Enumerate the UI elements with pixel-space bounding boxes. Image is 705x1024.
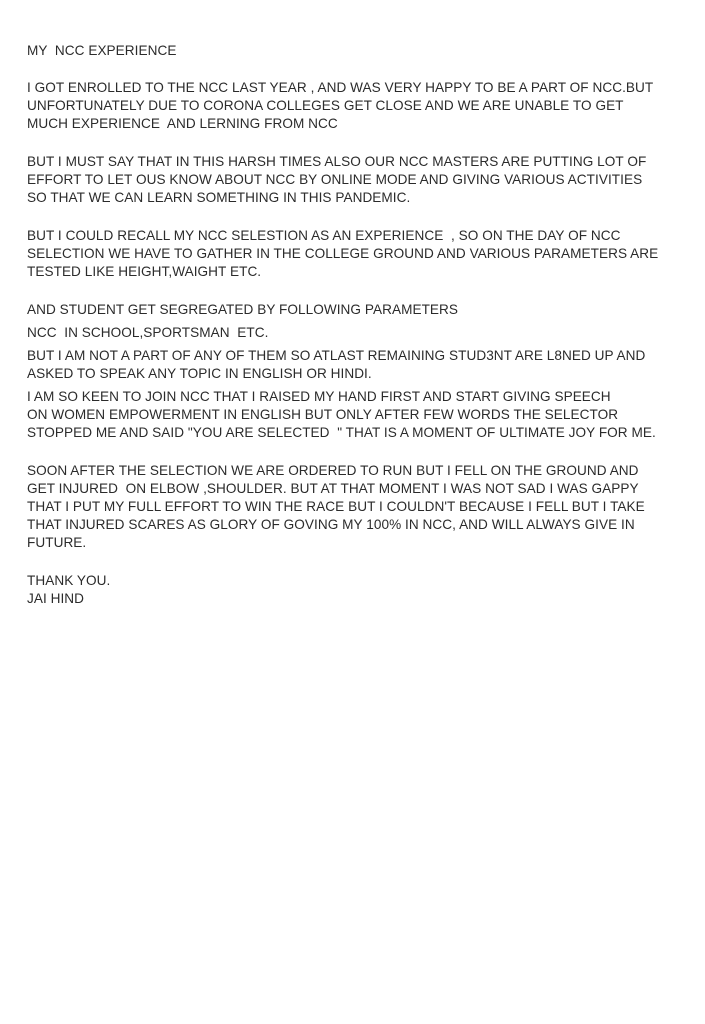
text-line: NCC IN SCHOOL,SPORTSMAN ETC. — [27, 325, 269, 340]
paragraph-parameters — [27, 324, 699, 342]
paragraph-enrollment — [27, 79, 699, 133]
paragraph-remaining-students — [27, 347, 699, 383]
text-line: STOPPED ME AND SAID "YOU ARE SELECTED " THAT IS A MOMENT OF ULTIMATE JOY FOR ME. — [27, 425, 656, 440]
paragraph-online-mode — [27, 153, 699, 207]
paragraph-spacer — [27, 133, 699, 153]
paragraph-spacer — [27, 552, 699, 572]
text-line: ON WOMEN EMPOWERMENT IN ENGLISH BUT ONLY AFTER FEW WORDS THE SELECTOR — [27, 407, 619, 422]
paragraph-speech — [27, 388, 699, 442]
text-line: I AM SO KEEN TO JOIN NCC THAT I RAISED MY HAND FIRST AND START GIVING SPEECH — [27, 389, 611, 404]
text-line: SO THAT WE CAN LEARN SOMETHING IN THIS PANDEMIC. — [27, 190, 411, 205]
closing-jai-hind: JAI HIND — [27, 591, 85, 606]
paragraph-selection-day — [27, 227, 699, 281]
closing-thanks: THANK YOU. — [27, 573, 111, 588]
text-line: MUCH EXPERIENCE AND LERNING FROM NCC — [27, 116, 338, 131]
text-line: THAT I PUT MY FULL EFFORT TO WIN THE RACE BUT I COULDN'T BECAUSE I FELL BUT I TAKE — [27, 499, 645, 514]
document-title: MY NCC EXPERIENCE — [27, 43, 177, 58]
paragraph-spacer — [27, 60, 699, 79]
paragraph-race — [27, 462, 699, 552]
text-line: UNFORTUNATELY DUE TO CORONA COLLEGES GET CLOSE AND WE ARE UNABLE TO GET — [27, 98, 624, 113]
text-line: BUT I AM NOT A PART OF ANY OF THEM SO ATLAST REMAINING STUD3NT ARE L8NED UP AND — [27, 348, 646, 363]
text-line: SELECTION WE HAVE TO GATHER IN THE COLLEGE GROUND AND VARIOUS PARAMETERS ARE — [27, 246, 659, 261]
text-line: FUTURE. — [27, 535, 87, 550]
paragraph-segregation — [27, 301, 699, 319]
text-line: EFFORT TO LET OUS KNOW ABOUT NCC BY ONLINE MODE AND GIVING VARIOUS ACTIVITIES — [27, 172, 643, 187]
text-line: ASKED TO SPEAK ANY TOPIC IN ENGLISH OR HINDI. — [27, 366, 372, 381]
paragraph-spacer — [27, 442, 699, 462]
text-line: AND STUDENT GET SEGREGATED BY FOLLOWING PARAMETERS — [27, 302, 459, 317]
paragraph-spacer — [27, 281, 699, 301]
text-line: TESTED LIKE HEIGHT,WAIGHT ETC. — [27, 264, 262, 279]
document-body — [27, 42, 699, 608]
text-line: THAT INJURED SCARES AS GLORY OF GOVING MY 100% IN NCC, AND WILL ALWAYS GIVE IN — [27, 517, 635, 532]
paragraph-spacer — [27, 207, 699, 227]
text-line: I GOT ENROLLED TO THE NCC LAST YEAR , AND WAS VERY HAPPY TO BE A PART OF NCC.BUT — [27, 80, 654, 95]
text-line: BUT I COULD RECALL MY NCC SELESTION AS AN EXPERIENCE , SO ON THE DAY OF NCC — [27, 228, 621, 243]
text-line: SOON AFTER THE SELECTION WE ARE ORDERED TO RUN BUT I FELL ON THE GROUND AND — [27, 463, 639, 478]
text-line: GET INJURED ON ELBOW ,SHOULDER. BUT AT THAT MOMENT I WAS NOT SAD I WAS GAPPY — [27, 481, 639, 496]
closing — [27, 572, 699, 608]
text-line: BUT I MUST SAY THAT IN THIS HARSH TIMES ALSO OUR NCC MASTERS ARE PUTTING LOT OF — [27, 154, 647, 169]
